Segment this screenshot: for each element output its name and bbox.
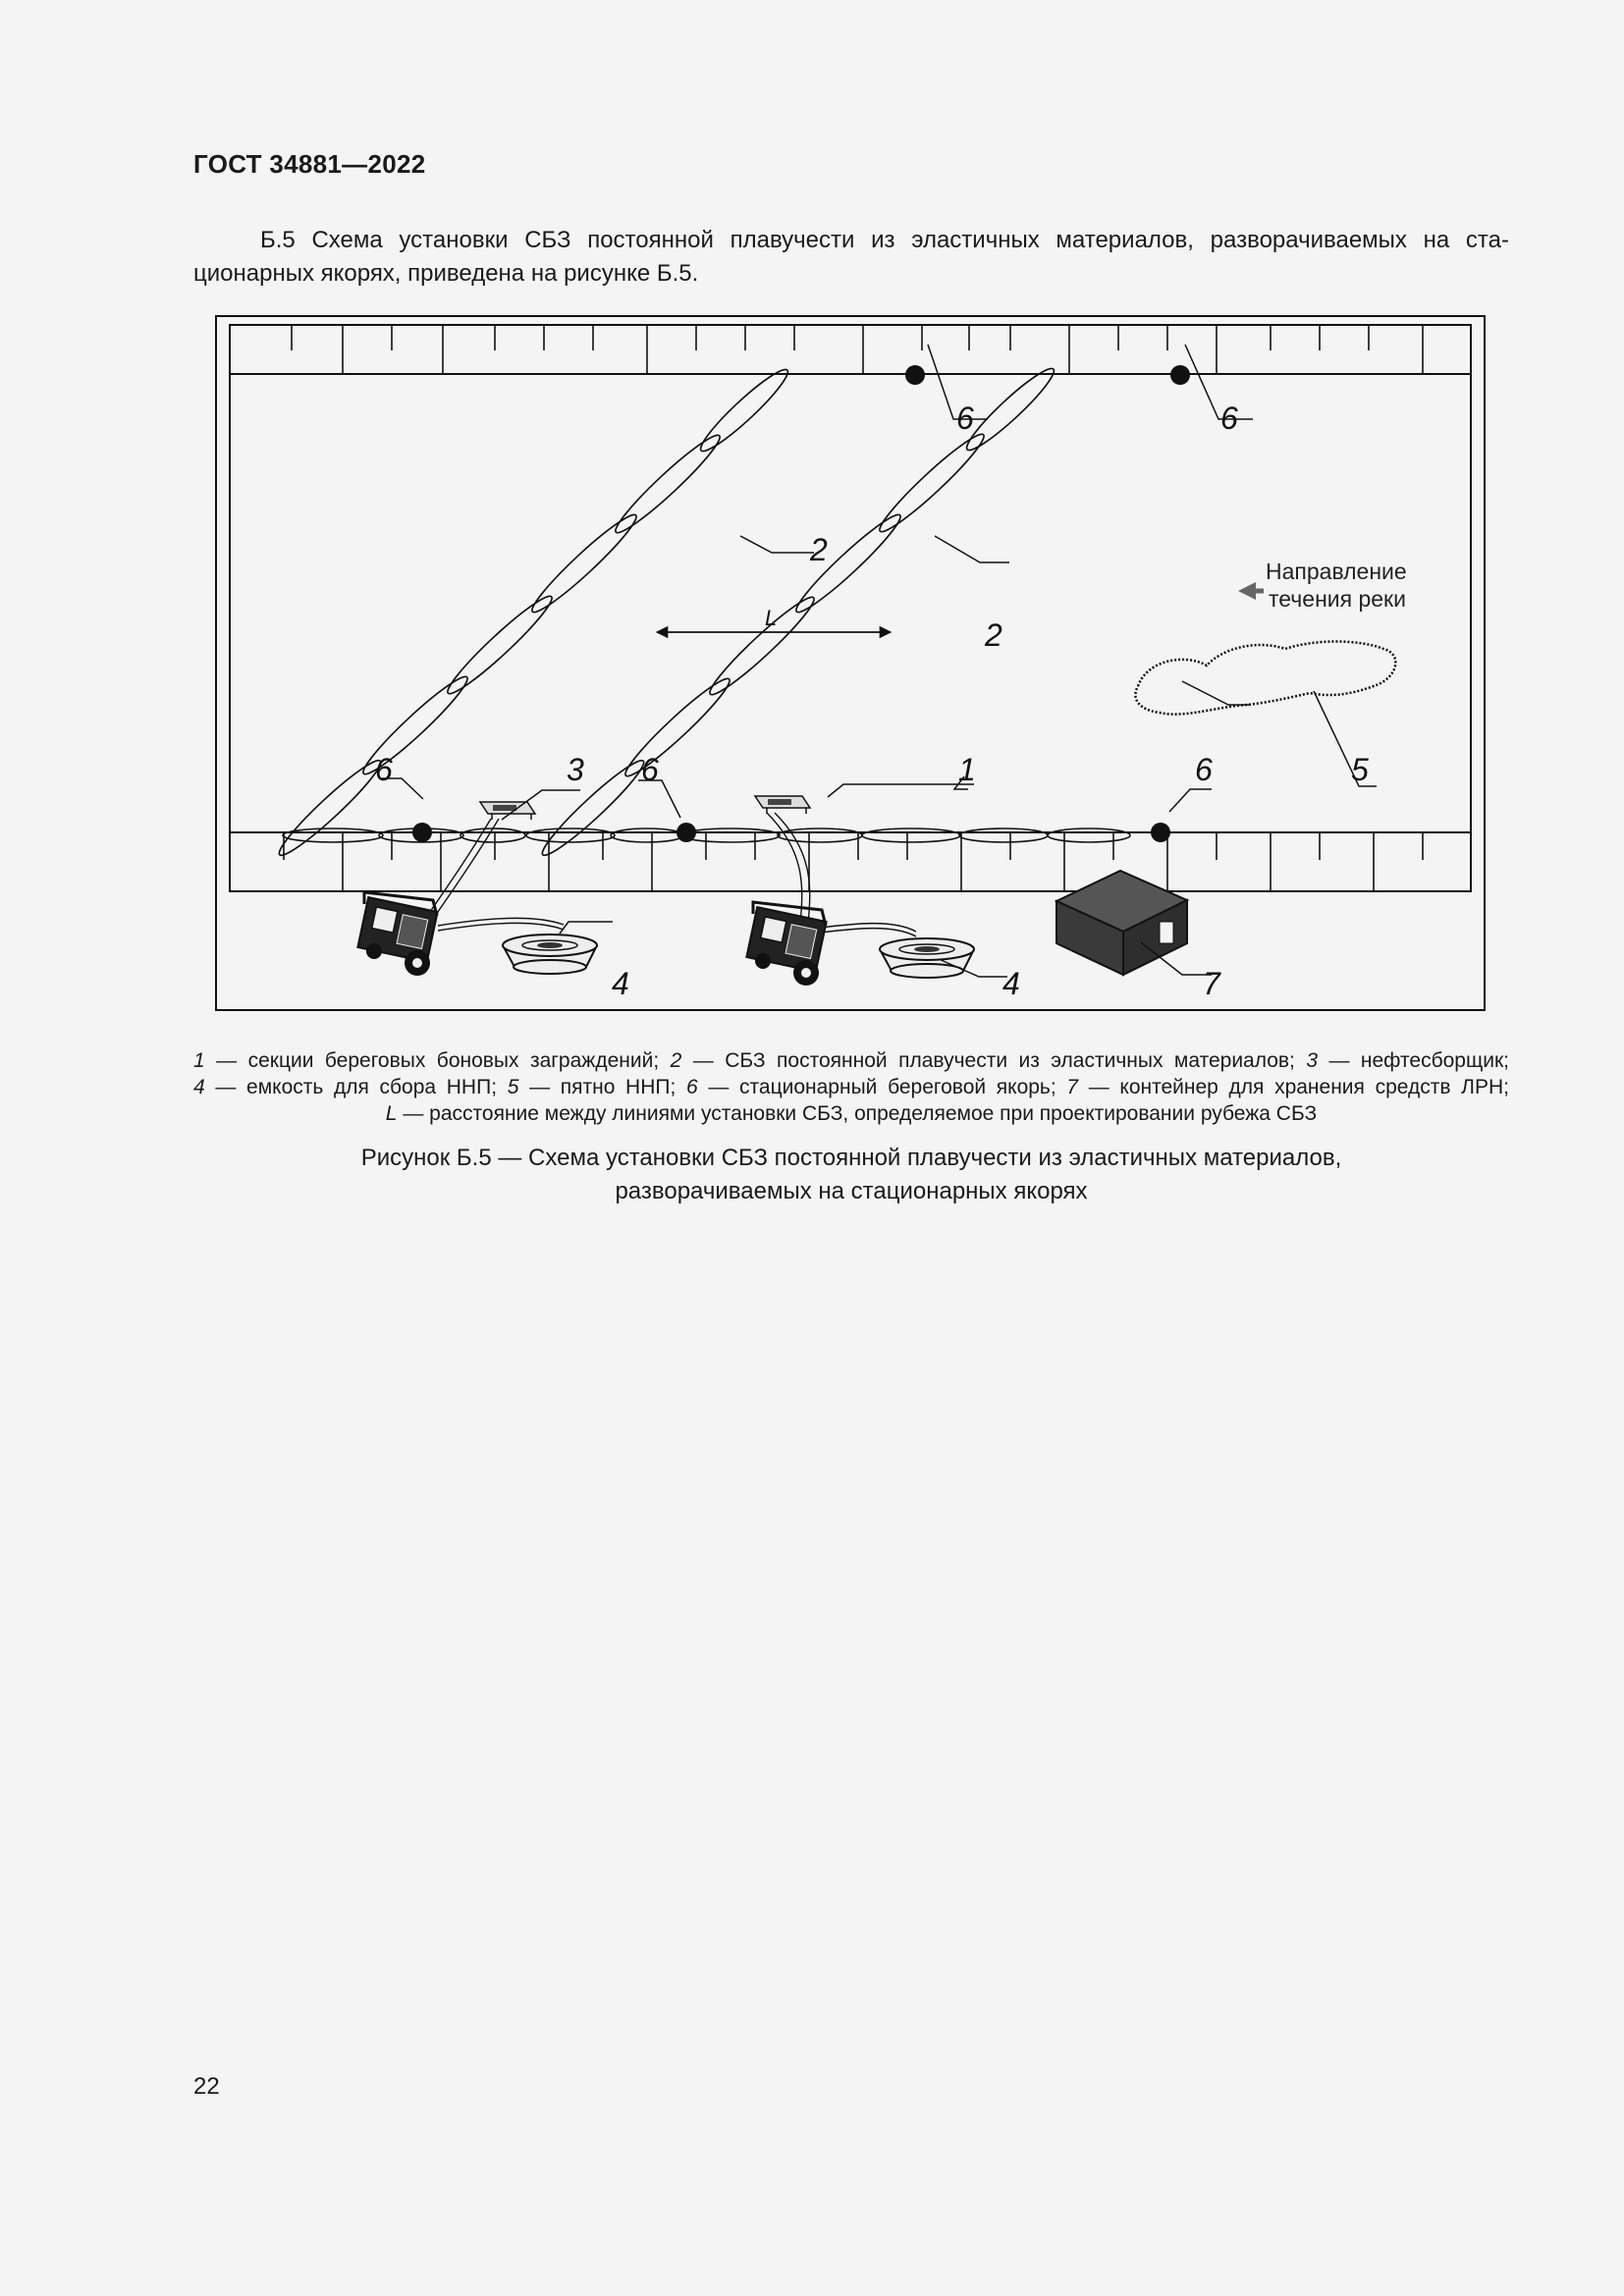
callout-6-top-right: 6: [1220, 400, 1238, 436]
label-l: L: [765, 606, 778, 630]
callout-4-right: 4: [1002, 966, 1020, 1001]
caption-line-1: Рисунок Б.5 — Схема установки СБЗ постоянной плавучести из эластичных материалов,: [360, 1145, 1342, 1171]
legend-line-1: 1 — секции береговых боновых заграждений; 2 — СБЗ постоянной плавучести из эластичных материалов; 3 — нефтесборщик;: [193, 1049, 1509, 1072]
figure-caption: [193, 1142, 1509, 1208]
intro-paragraph: [193, 224, 1509, 291]
collection-tank-right: [880, 938, 974, 978]
callout-4-left: 4: [612, 966, 629, 1001]
document-header: ГОСТ 34881—2022: [193, 149, 426, 179]
legend-line-3: L — расстояние между линиями установки СБЗ, определяемое при проектировании рубежа СБЗ: [385, 1102, 1318, 1125]
callout-6-center: 6: [641, 752, 659, 787]
callout-6-top-left: 6: [956, 400, 974, 436]
collection-tank-left: [503, 934, 597, 974]
callout-6-left: 6: [375, 752, 393, 787]
callout-2-left: 2: [810, 532, 828, 567]
figure-legend: [193, 1047, 1509, 1127]
callout-5: 5: [1351, 752, 1369, 787]
callout-1: 1: [958, 752, 976, 787]
page-number: 22: [193, 2073, 220, 2100]
figure-b5-diagram: [215, 315, 1486, 1011]
river-flow-label-line1: Направление: [1266, 559, 1407, 584]
legend-line-2: 4 — емкость для сбора ННП; 5 — пятно ННП; 6 — стационарный береговой якорь; 7 — контейнер для хранения средств ЛРН;: [193, 1076, 1509, 1098]
caption-line-2: разворачиваемых на стационарных якорях: [615, 1178, 1088, 1204]
callout-6-right: 6: [1195, 752, 1213, 787]
river-flow-label-line2: течения реки: [1269, 586, 1406, 612]
callout-2-right: 2: [985, 617, 1002, 653]
callout-7: 7: [1203, 966, 1220, 1001]
intro-line-1: Б.5 Схема установки СБЗ постоянной плавучести из эластичных материалов, разворачиваемых на ста-: [260, 227, 1509, 253]
intro-line-2: ционарных якорях, приведена на рисунке Б.5.: [193, 260, 699, 287]
callout-3: 3: [567, 752, 584, 787]
